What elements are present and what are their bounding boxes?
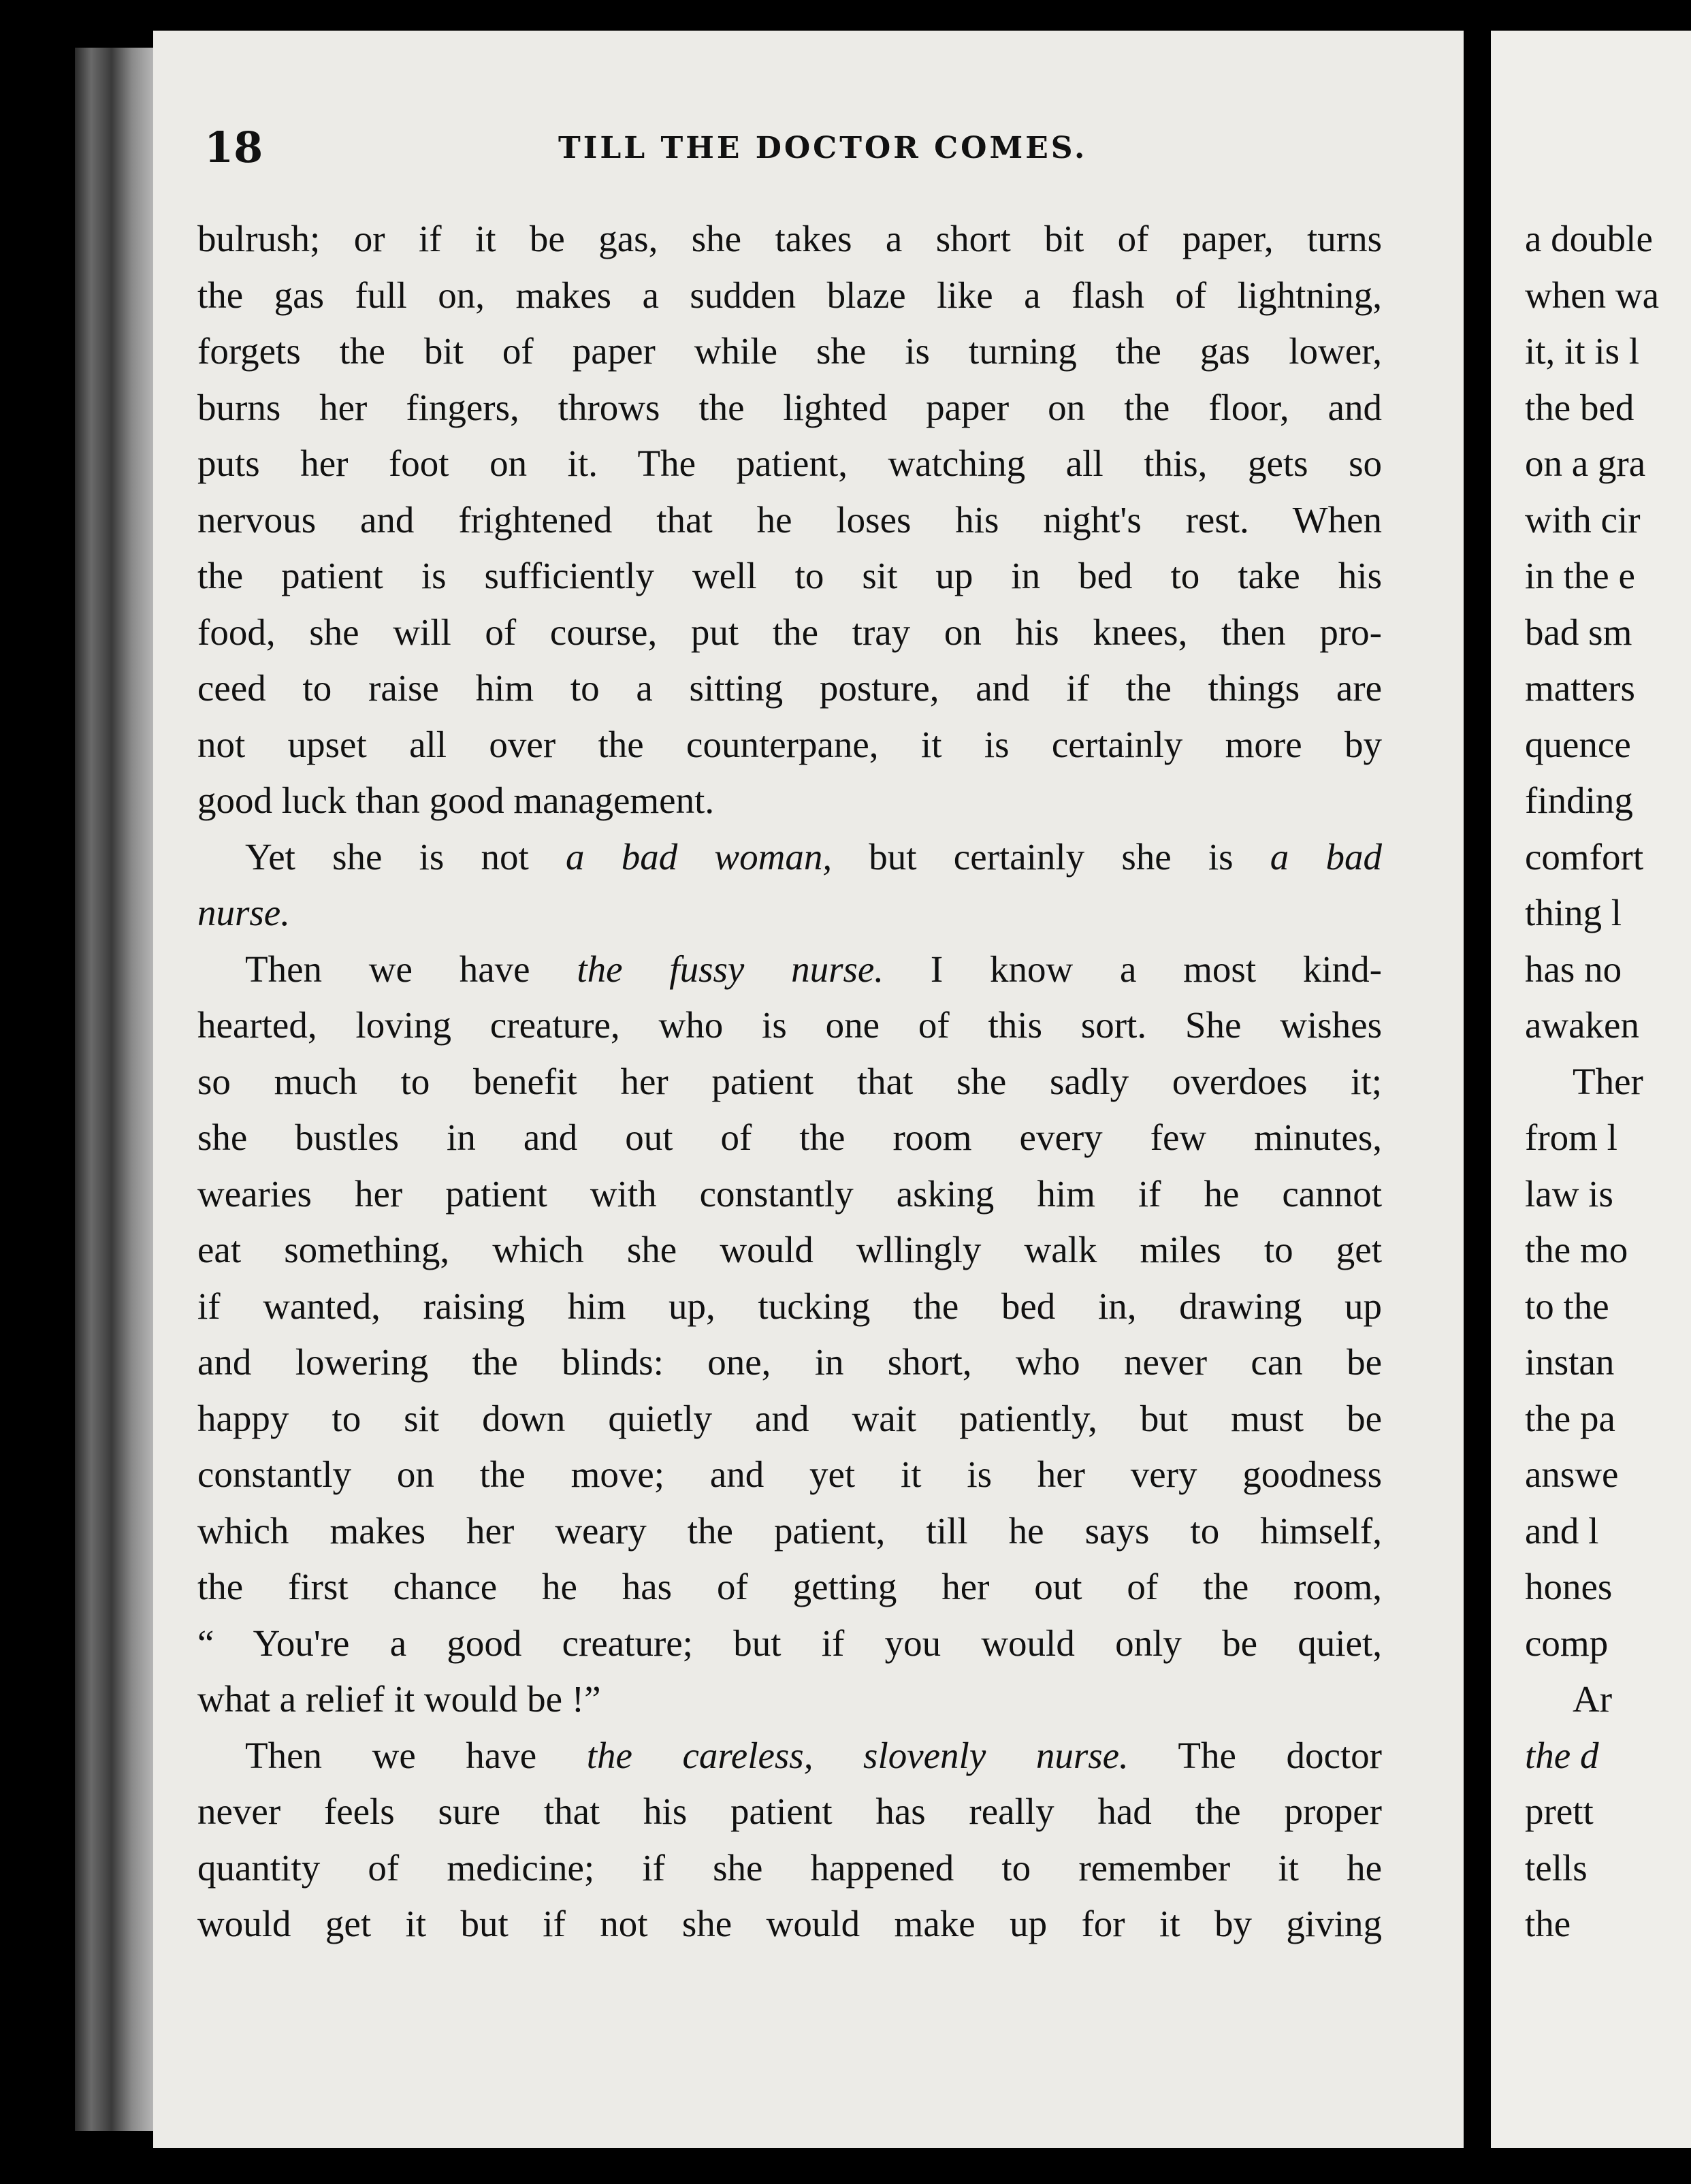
right-page-line-fragment: on a gra: [1525, 443, 1646, 484]
text-line: food, she will of course, put the tray on his knees, then pro-: [197, 611, 1382, 653]
right-page-line-fragment: comfort: [1525, 835, 1644, 878]
italic-phrase: a bad woman,: [566, 835, 833, 878]
right-page-line-fragment: the bed: [1525, 386, 1634, 428]
text-line: puts her foot on it. The patient, watching all this, gets so: [197, 443, 1382, 484]
text-line: constantly on the move; and yet it is her very goodness: [197, 1454, 1382, 1495]
italic-phrase: the careless, slovenly nurse.: [586, 1734, 1129, 1776]
text-segment: but certainly she is: [832, 835, 1270, 878]
right-page-line-fragment: has no: [1525, 948, 1622, 990]
text-line: the gas full on, makes a sudden blaze like a flash of lightning,: [197, 274, 1382, 316]
text-line: would get it but if not she would make up for it by giving: [197, 1903, 1382, 1944]
right-page-line-fragment: the mo: [1525, 1229, 1628, 1270]
text-line: [197, 1728, 1382, 1784]
text-segment: Then we have: [245, 1734, 587, 1776]
right-page-line-fragment: and l: [1525, 1509, 1599, 1552]
right-page-line-fragment: awaken: [1525, 1004, 1639, 1046]
text-segment: Then we have: [245, 948, 577, 990]
text-line: and lowering the blinds: one, in short, who never can be: [197, 1341, 1382, 1383]
text-line: wearies her patient with constantly asking him if he cannot: [197, 1172, 1382, 1215]
right-page-line-fragment: the pa: [1525, 1397, 1615, 1439]
text-segment: Yet she is not: [245, 835, 566, 878]
page-number: 18: [204, 123, 263, 172]
text-line: eat something, which she would wllingly walk miles to get: [197, 1229, 1382, 1270]
text-line: forgets the bit of paper while she is turning the gas lower,: [197, 330, 1382, 372]
text-segment: The doctor: [1128, 1734, 1382, 1776]
text-line: “ You're a good creature; but if you would only be quiet,: [197, 1622, 1382, 1664]
right-page-line-fragment: the d: [1525, 1734, 1599, 1776]
italic-phrase: a bad: [1270, 835, 1383, 878]
right-page-line-fragment: tells: [1525, 1846, 1588, 1889]
italic-phrase: nurse.: [197, 892, 290, 933]
right-page-line-fragment: thing l: [1525, 892, 1622, 933]
right-page-line-fragment: finding: [1525, 780, 1633, 821]
text-line: hearted, loving creature, who is one of this sort. She wishes: [197, 1004, 1382, 1046]
text-line: what a relief it would be !”: [197, 1678, 601, 1720]
text-line: good luck than good management.: [197, 780, 715, 821]
right-page-line-fragment: instan: [1525, 1341, 1615, 1383]
body-text: [197, 211, 1382, 1953]
text-line: [197, 885, 1382, 942]
text-line: quantity of medicine; if she happened to remember it he: [197, 1846, 1382, 1889]
text-line: so much to benefit her patient that she sadly overdoes it;: [197, 1060, 1382, 1102]
text-line: burns her fingers, throws the lighted paper on the floor, and: [197, 386, 1382, 428]
text-line: which makes her weary the patient, till he says to himself,: [197, 1509, 1382, 1552]
right-page-line-fragment: when wa: [1525, 274, 1660, 316]
running-title: TILL THE DOCTOR COMES.: [558, 131, 1088, 165]
text-line: the first chance he has of getting her out of the room,: [197, 1566, 1382, 1607]
text-line: the patient is sufficiently well to sit up in bed to take his: [197, 555, 1382, 596]
right-page-line-fragment: from l: [1525, 1117, 1617, 1158]
text-line: not upset all over the counterpane, it is certainly more by: [197, 723, 1382, 765]
text-line: ceed to raise him to a sitting posture, and if the things are: [197, 667, 1382, 709]
right-page-line-fragment: Ther: [1573, 1060, 1643, 1102]
right-page-line-fragment: prett: [1525, 1790, 1594, 1832]
right-page-line-fragment: the: [1525, 1903, 1571, 1944]
book-binding-edge: [75, 48, 157, 2131]
right-page-line-fragment: a double: [1525, 218, 1653, 259]
right-page-line-fragment: Ar: [1573, 1678, 1613, 1720]
right-page-line-fragment: quence: [1525, 723, 1631, 765]
text-segment: I know a most kind-: [884, 948, 1382, 990]
right-page-line-fragment: bad sm: [1525, 611, 1632, 653]
right-page-text-fragments: [1525, 211, 1691, 1953]
right-page-line-fragment: matters: [1525, 667, 1635, 709]
text-line: bulrush; or if it be gas, she takes a short bit of paper, turns: [197, 218, 1382, 259]
right-page-line-fragment: to the: [1525, 1285, 1609, 1327]
right-page-line-fragment: hones: [1525, 1566, 1613, 1607]
text-line: never feels sure that his patient has really had the proper: [197, 1790, 1382, 1832]
running-head: [204, 123, 1402, 177]
text-line: nervous and frightened that he loses his night's rest. When: [197, 498, 1382, 541]
right-page-line-fragment: comp: [1525, 1622, 1609, 1664]
right-page-line-fragment: with cir: [1525, 498, 1641, 541]
text-line: [197, 829, 1382, 886]
text-line: she bustles in and out of the room every few minutes,: [197, 1117, 1382, 1158]
text-line: if wanted, raising him up, tucking the bed in, drawing up: [197, 1285, 1382, 1327]
right-page-line-fragment: in the e: [1525, 555, 1635, 596]
italic-phrase: the fussy nurse.: [577, 948, 884, 990]
right-page-line-fragment: answe: [1525, 1454, 1619, 1495]
page-gutter: [1464, 14, 1491, 2179]
text-line: happy to sit down quietly and wait patiently, but must be: [197, 1397, 1382, 1439]
right-page-line-fragment: law is: [1525, 1172, 1613, 1215]
right-page-line-fragment: it, it is l: [1525, 330, 1640, 372]
text-line: [197, 942, 1382, 998]
